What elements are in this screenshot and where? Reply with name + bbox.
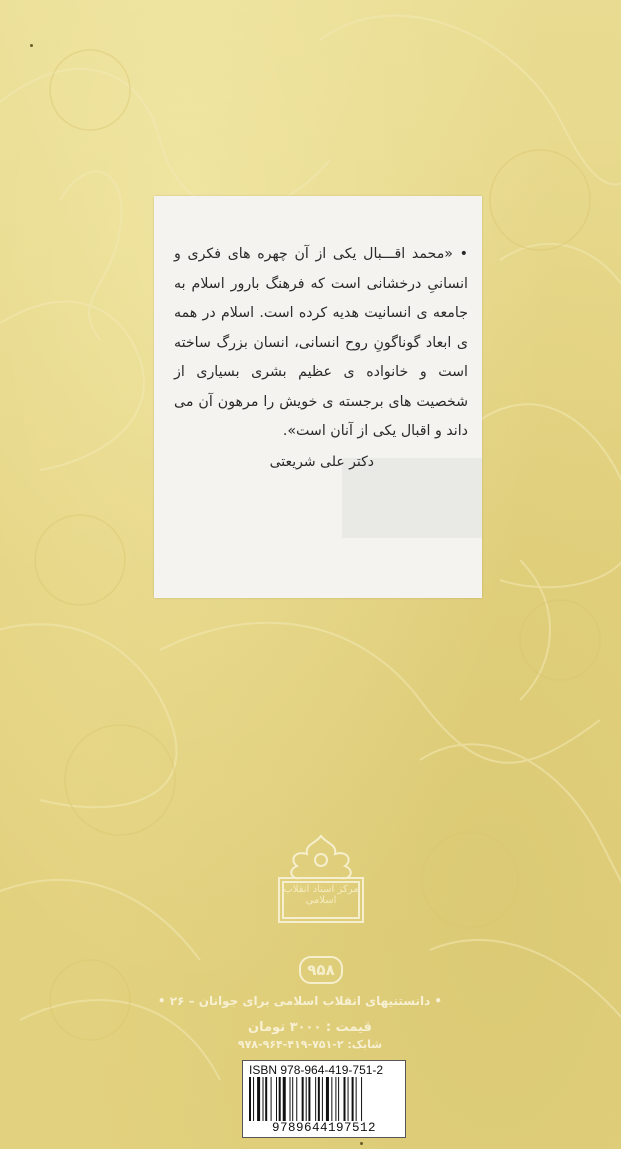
barcode-bar [263,1077,264,1121]
quote-box [154,196,482,598]
quote-author: دکتر علی شریعتی [269,454,374,470]
barcode-bar [265,1077,267,1121]
isbn-label: ISBN 978-964-419-751-2 [249,1063,384,1077]
barcode-bar [331,1077,332,1121]
barcode-bar [361,1077,362,1121]
price: قیمت : ۳۰۰۰ تومان [248,1020,372,1035]
barcode-bar [352,1077,354,1121]
publisher-logo-text: مرکز اسناد انقلاب اسلامی [283,884,359,906]
book-number-badge: ۹۵۸ [299,956,343,984]
publisher-emblem-icon [275,832,367,928]
barcode-bar [290,1077,291,1121]
barcode-bar [279,1077,281,1121]
barcode-bar [338,1077,339,1121]
barcode-bar [271,1077,272,1121]
barcode-bar [348,1077,349,1121]
series-line: • دانستنیهای انقلاب اسلامی برای جوانان – ۲۶ • [157,994,443,1008]
barcode-bar [257,1077,260,1121]
shabak-number: شابک: ۲-۷۵۱-۴۱۹-۹۶۴-۹۷۸ [237,1038,383,1051]
barcode-bar [308,1077,310,1121]
barcode-bar [249,1077,251,1121]
speck [30,44,33,47]
isbn-barcode [242,1060,406,1138]
speck [360,1142,363,1145]
barcode-bar [318,1077,320,1121]
barcode-bar [253,1077,254,1121]
barcode-bar [302,1077,304,1121]
barcode-bar [335,1077,336,1121]
barcode-bar [292,1077,293,1121]
quote-box-shade [342,458,482,538]
barcode-digits: 9789644197512 [271,1121,377,1135]
barcode-bar [315,1077,316,1121]
publisher-logo [275,832,367,928]
barcode-bar [326,1077,329,1121]
barcode-bar [283,1077,286,1121]
barcode-bars [249,1077,399,1121]
barcode-bar [322,1077,323,1121]
quote-text: • «محمد اقـــبال یکی از آن چهره های فکری و انسانیِ درخشانی است که فرهنگ بارور اسلام به جامعه ی انسانیت هدیه کرده است. اسلام در همه ی ابعاد گوناگونِ روح انسانی، انسان بزرگ ساخته است و خانواده ی عظیم بشری بسیاری از شخصیت های برجسته ی خویش را مرهون آن می داند و اقبال یکی از آنان است». [174,246,468,439]
barcode-bar [344,1077,346,1121]
barcode-bar [356,1077,357,1121]
barcode-bar [276,1077,277,1121]
barcode-bar [306,1077,307,1121]
barcode-bar [296,1077,297,1121]
